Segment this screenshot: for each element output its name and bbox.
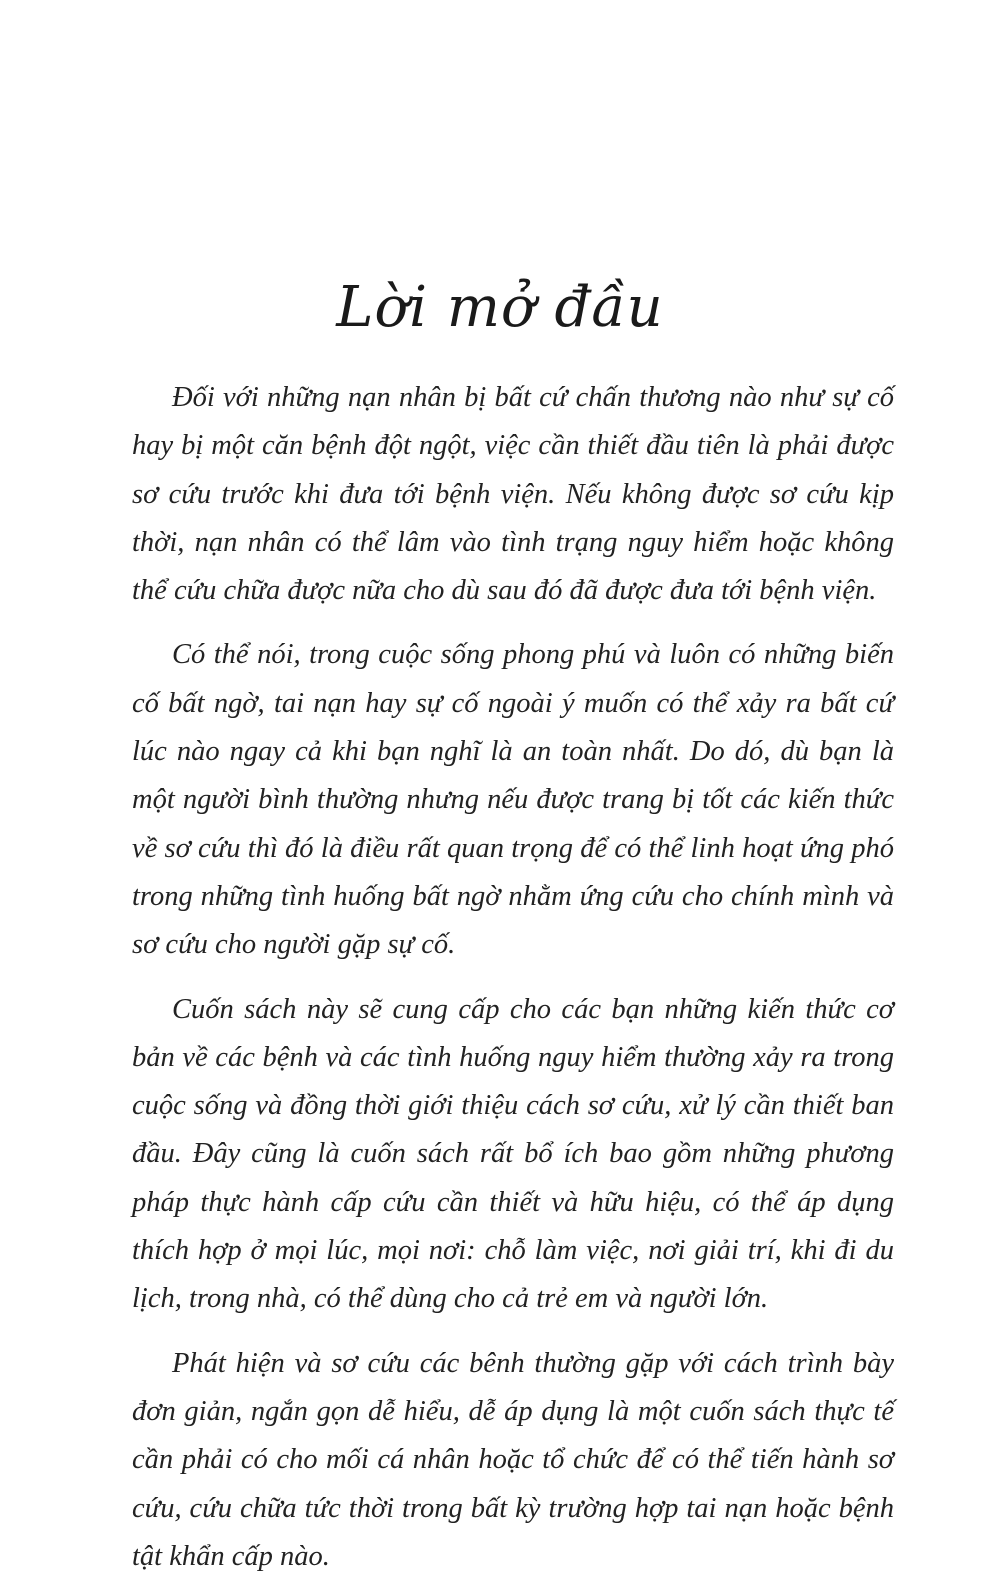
paragraph-3: Cuốn sách này sẽ cung cấp cho các bạn những kiến thức cơ bản về các bệnh và các tình huống nguy hiểm thường xảy ra trong cuộc sống và đồng thời giới thiệu cách sơ cứu, xử lý cần thiết ban đầu. Đây cũng là cuốn sách rất bổ ích bao gồm những phương pháp thực hành cấp cứu cần thiết và hữu hiệu, có thể áp dụng thích hợp ở mọi lúc, mọi nơi: chỗ làm việc, nơi giải trí, khi đi du lịch, trong nhà, có thể dùng cho cả trẻ em và người lớn. (132, 993, 894, 1315)
preface-body (132, 374, 894, 1581)
paragraph-2: Có thể nói, trong cuộc sống phong phú và luôn có những biến cố bất ngờ, tai nạn hay sự cố ngoài ý muốn có thể xảy ra bất cứ lúc nào ngay cả khi bạn nghĩ là an toàn nhất. Do dó, dù bạn là một người bình thường nhưng nếu được trang bị tốt các kiến thức về sơ cứu thì đó là điều rất quan trọng để có thể linh hoạt ứng phó trong những tình huống bất ngờ nhằm ứng cứu cho chính mình và sơ cứu cho người gặp sự cố. (132, 639, 894, 961)
page-title: Lời mở đầu (336, 275, 664, 340)
paragraph-4: Phát hiện và sơ cứu các bênh thường gặp với cách trình bày đơn giản, ngắn gọn dễ hiểu, dễ áp dụng là một cuốn sách thực tế cần phải có cho mối cá nhân hoặc tổ chức để có thể tiến hành sơ cứu, cứu chữa tức thời trong bất kỳ trường hợp tai nạn hoặc bệnh tật khẩn cấp nào. (132, 1347, 894, 1572)
paragraph-1: Đối với những nạn nhân bị bất cứ chấn thương nào như sự cố hay bị một căn bệnh đột ngột, việc cần thiết đầu tiên là phải được sơ cứu trước khi đưa tới bệnh viện. Nếu không được sơ cứu kịp thời, nạn nhân có thể lâm vào tình trạng nguy hiểm hoặc không thể cứu chữa được nữa cho dù sau đó đã được đưa tới bệnh viện. (132, 382, 894, 607)
